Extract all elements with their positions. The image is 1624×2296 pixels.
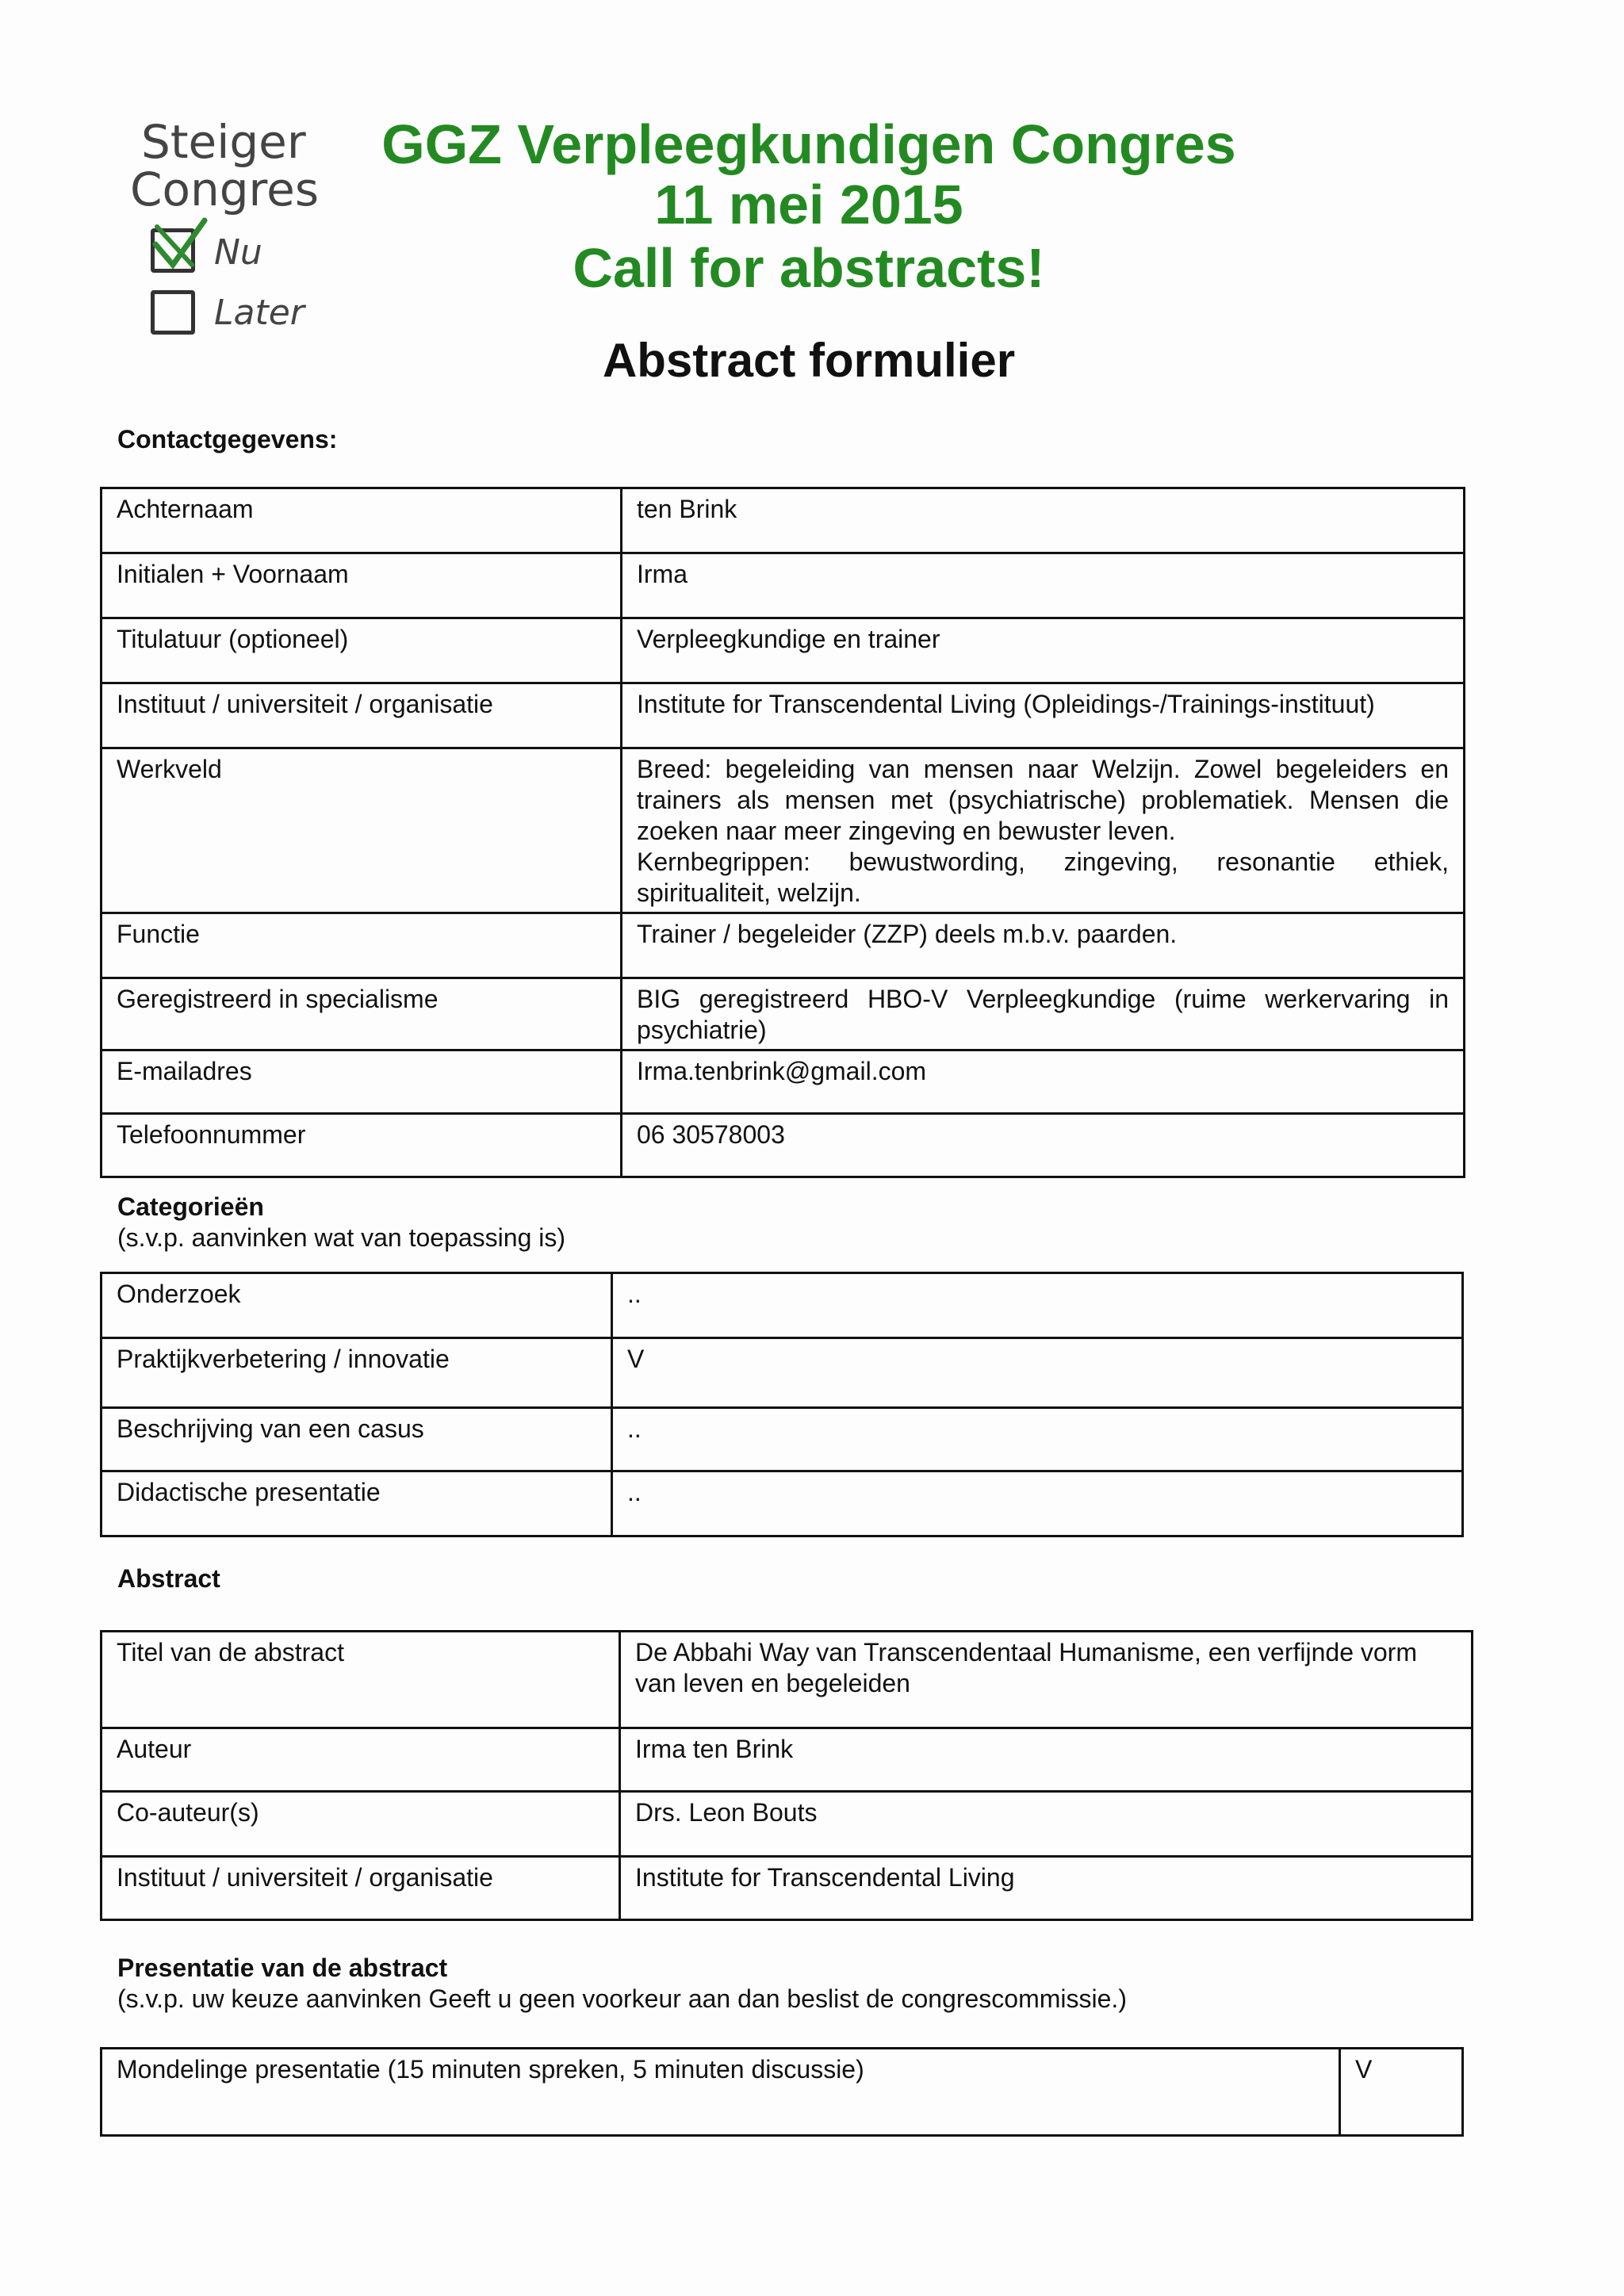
category-check[interactable]: .. xyxy=(612,1408,1463,1471)
congress-date: 11 mei 2015 xyxy=(654,174,963,235)
congress-title: GGZ Verpleegkundigen Congres xyxy=(381,113,1236,175)
field-label: Telefoonnummer xyxy=(102,1114,622,1177)
field-value[interactable]: Institute for Transcendental Living (Opleidings-/Trainings-instituut) xyxy=(622,683,1465,748)
table-row xyxy=(102,1857,1473,1920)
logo-option-later: Later xyxy=(214,293,304,333)
abstract-heading: Abstract xyxy=(117,1564,220,1593)
field-label: Co-auteur(s) xyxy=(102,1792,620,1857)
table-row xyxy=(102,488,1465,553)
field-value[interactable]: BIG geregistreerd HBO-V Verpleegkundige (ruime werkervaring in psychiatrie) xyxy=(622,978,1465,1050)
field-label: E-mailadres xyxy=(102,1050,622,1114)
contact-table xyxy=(100,487,1465,1178)
field-value[interactable]: ten Brink xyxy=(622,488,1465,553)
table-row xyxy=(102,683,1465,748)
field-label: Titel van de abstract xyxy=(102,1632,620,1728)
field-label: Instituut / universiteit / organisatie xyxy=(102,683,622,748)
table-row xyxy=(102,1050,1465,1114)
category-label: Didactische presentatie xyxy=(102,1471,612,1536)
table-row xyxy=(102,1792,1473,1857)
werkveld-keywords: Kernbegrippen: bewustwording, zingeving, resonantie ethiek, spiritualiteit, welzijn. xyxy=(637,848,1449,907)
field-value[interactable] xyxy=(622,748,1465,913)
contact-heading: Contactgegevens: xyxy=(117,425,338,453)
field-value[interactable]: Institute for Transcendental Living xyxy=(620,1857,1473,1920)
category-label: Beschrijving van een casus xyxy=(102,1408,612,1471)
presentation-table xyxy=(100,2047,1464,2137)
field-value[interactable]: De Abbahi Way van Transcendentaal Humanisme, een verfijnde vorm van leven en begeleiden xyxy=(620,1632,1473,1728)
field-label: Achternaam xyxy=(102,488,622,553)
logo-line1: Steiger xyxy=(141,115,306,169)
table-row xyxy=(102,1471,1463,1536)
presentation-heading: Presentatie van de abstract xyxy=(117,1954,448,1982)
field-label: Initialen + Voornaam xyxy=(102,553,622,618)
field-value[interactable]: Verpleegkundige en trainer xyxy=(622,618,1465,683)
green-check-icon xyxy=(146,214,209,277)
table-row xyxy=(102,1408,1463,1471)
table-row xyxy=(102,1632,1473,1728)
table-row xyxy=(102,2049,1463,2136)
table-row xyxy=(102,1728,1473,1792)
field-label: Auteur xyxy=(102,1728,620,1792)
field-label: Instituut / universiteit / organisatie xyxy=(102,1857,620,1920)
category-check[interactable]: V xyxy=(612,1338,1463,1408)
field-value[interactable]: Irma.tenbrink@gmail.com xyxy=(622,1050,1465,1114)
table-row xyxy=(102,748,1465,913)
category-check[interactable]: .. xyxy=(612,1273,1463,1338)
field-label: Werkveld xyxy=(102,748,622,913)
logo-line2: Congres xyxy=(130,163,320,216)
steiger-congres-logo xyxy=(127,117,325,355)
table-row xyxy=(102,1338,1463,1408)
field-value[interactable]: Trainer / begeleider (ZZP) deels m.b.v. paarden. xyxy=(622,913,1465,978)
table-row xyxy=(102,553,1465,618)
abstract-table xyxy=(100,1630,1473,1921)
field-value[interactable]: 06 30578003 xyxy=(622,1114,1465,1177)
field-value[interactable]: Drs. Leon Bouts xyxy=(620,1792,1473,1857)
categories-subheading: (s.v.p. aanvinken wat van toepassing is) xyxy=(117,1223,566,1252)
table-row xyxy=(102,1114,1465,1177)
category-label: Praktijkverbetering / innovatie xyxy=(102,1338,612,1408)
werkveld-text: Breed: begeleiding van mensen naar Welzijn. Zowel begeleiders en trainers als mensen met (psychiatrische) problematiek. Mensen die zoeken naar meer zingeving en bewuster leven. xyxy=(637,755,1449,845)
field-value[interactable]: Irma xyxy=(622,553,1465,618)
field-label: Titulatuur (optioneel) xyxy=(102,618,622,683)
categories-heading: Categorieën xyxy=(117,1192,264,1221)
presentation-option-check[interactable]: V xyxy=(1340,2049,1463,2136)
table-row xyxy=(102,913,1465,978)
category-label: Onderzoek xyxy=(102,1273,612,1338)
field-label: Geregistreerd in specialisme xyxy=(102,978,622,1050)
form-title: Abstract formulier xyxy=(602,334,1016,387)
call-for-abstracts: Call for abstracts! xyxy=(573,237,1045,299)
categories-table xyxy=(100,1272,1464,1537)
logo-checkbox-empty xyxy=(151,290,195,335)
presentation-subheading: (s.v.p. uw keuze aanvinken Geeft u geen voorkeur aan dan beslist de congrescommissie.) xyxy=(117,1984,1127,2013)
table-row xyxy=(102,618,1465,683)
logo-option-now: Nu xyxy=(214,232,262,273)
table-row xyxy=(102,1273,1463,1338)
category-check[interactable]: .. xyxy=(612,1471,1463,1536)
presentation-option-label: Mondelinge presentatie (15 minuten spreken, 5 minuten discussie) xyxy=(102,2049,1340,2136)
table-row xyxy=(102,978,1465,1050)
field-value[interactable]: Irma ten Brink xyxy=(620,1728,1473,1792)
field-label: Functie xyxy=(102,913,622,978)
